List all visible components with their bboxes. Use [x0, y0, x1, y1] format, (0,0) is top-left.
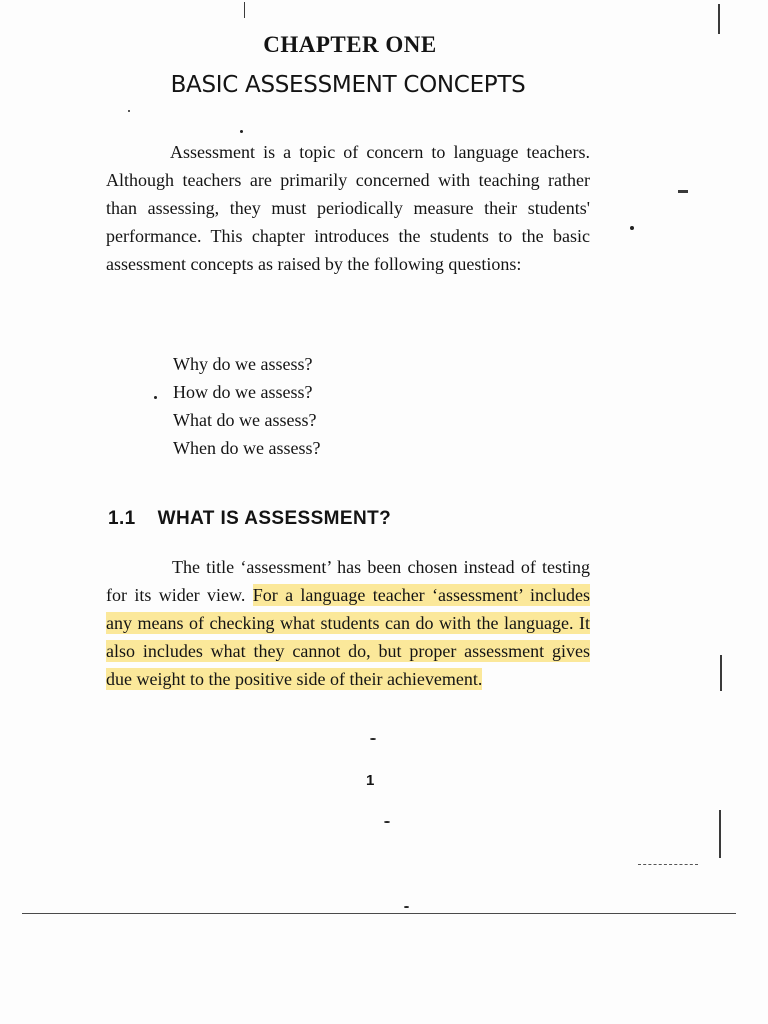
chapter-title: BASIC ASSESSMENT CONCEPTS: [170, 72, 526, 98]
scan-edge-line: [22, 913, 736, 914]
page-number: 1: [366, 772, 375, 789]
scan-margin-mark: [244, 2, 245, 18]
question-item: How do we assess?: [173, 382, 313, 402]
scan-dash-mark: [638, 864, 698, 865]
highlighted-passage: For a language teacher ‘assessment’ includes any means of checking what students can do with the language. It also includes what they cannot do, but proper assessment gives due weight to the positive side of their achievement.: [106, 585, 591, 689]
scan-speck: [240, 130, 243, 133]
scan-margin-mark: [678, 190, 688, 193]
scan-speck: [384, 821, 390, 823]
question-item: Why do we assess?: [173, 354, 313, 374]
scan-speck: [128, 110, 130, 112]
scan-margin-mark: [718, 4, 720, 34]
section-number: 1.1: [108, 508, 136, 529]
section-title: WHAT IS ASSESSMENT?: [157, 508, 392, 529]
intro-paragraph: [106, 138, 590, 278]
scan-speck: [630, 226, 634, 230]
scan-speck: [154, 396, 157, 399]
section-paragraph-text: [106, 553, 590, 693]
section-heading: [108, 508, 391, 530]
intro-paragraph-text: Assessment is a topic of concern to language teachers. Although teachers are primarily concerned with teaching rather than assessing, they must periodically measure their students' performance. This chapter introduces the students to the basic assessment concepts as raised by the following questions:: [106, 142, 590, 274]
scan-speck: [404, 906, 409, 908]
question-item: What do we assess?: [173, 410, 317, 430]
question-list: [173, 350, 320, 462]
scan-margin-mark: [719, 810, 721, 858]
scan-margin-mark: [720, 655, 722, 691]
section-paragraph: [106, 553, 590, 693]
scan-speck: [370, 738, 376, 740]
question-item: When do we assess?: [173, 438, 321, 458]
chapter-label: CHAPTER ONE: [263, 32, 437, 57]
section-paragraph-plain: The title ‘assessment’ has been chosen instead of testing for its wider view.: [106, 557, 590, 605]
